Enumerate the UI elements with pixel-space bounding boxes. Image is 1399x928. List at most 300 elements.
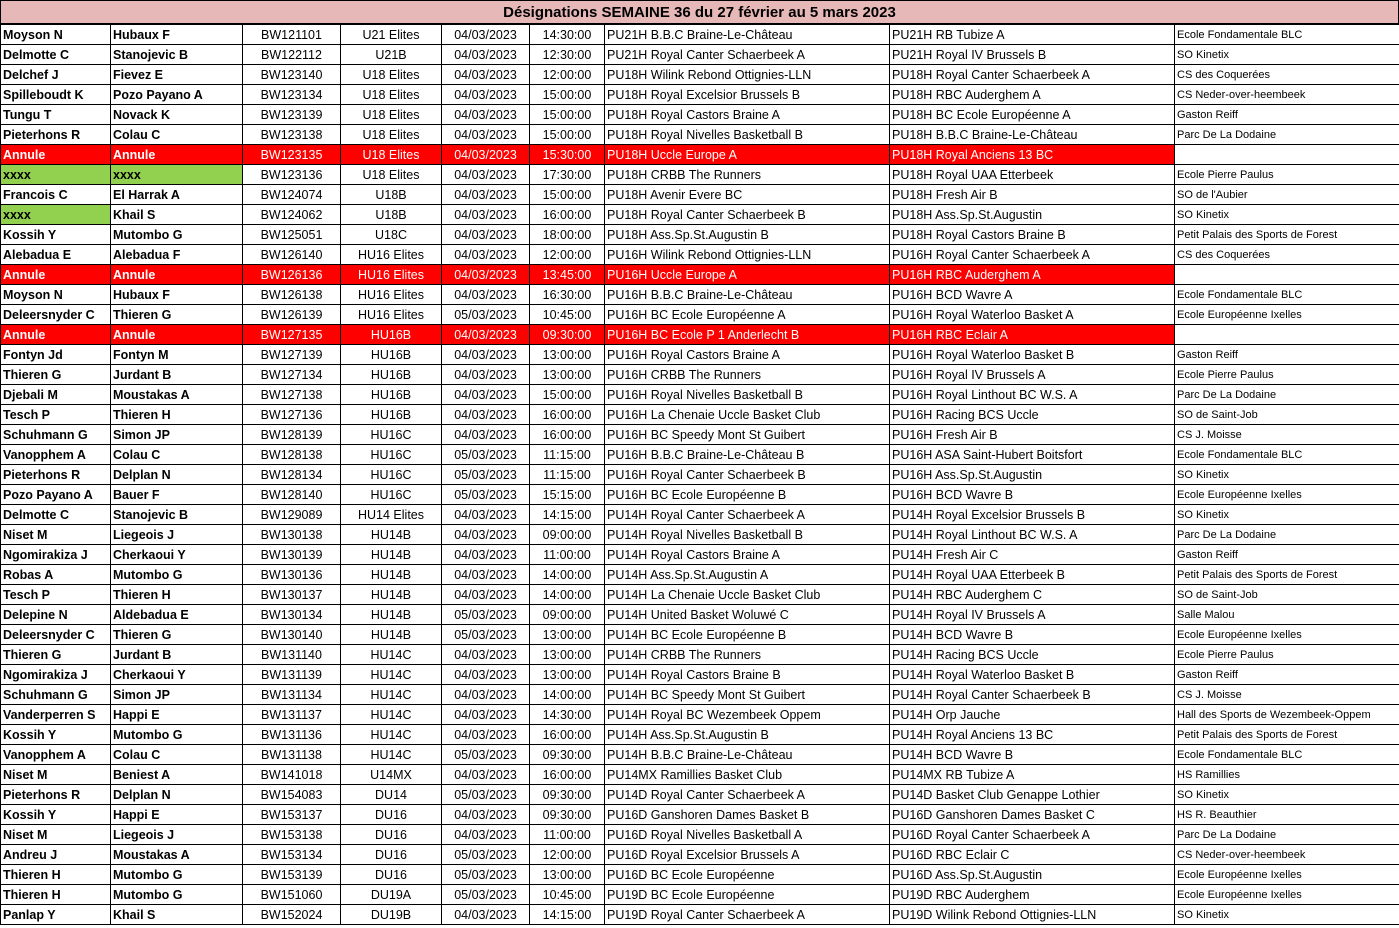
referee-1-cell[interactable]: Moyson N xyxy=(1,25,111,45)
match-code-cell[interactable]: BW130139 xyxy=(243,545,341,565)
match-code-cell[interactable]: BW152024 xyxy=(243,905,341,925)
time-cell[interactable]: 14:15:00 xyxy=(530,505,605,525)
venue-cell[interactable]: Ecole Européenne Ixelles xyxy=(1175,485,1399,505)
time-cell[interactable]: 09:00:00 xyxy=(530,525,605,545)
time-cell[interactable]: 16:30:00 xyxy=(530,285,605,305)
away-team-cell[interactable]: PU16H RBC Eclair A xyxy=(890,325,1175,345)
match-code-cell[interactable]: BW131137 xyxy=(243,705,341,725)
time-cell[interactable]: 14:00:00 xyxy=(530,565,605,585)
home-team-cell[interactable]: PU14H B.B.C Braine-Le-Château xyxy=(605,745,890,765)
home-team-cell[interactable]: PU18H Wilink Rebond Ottignies-LLN xyxy=(605,65,890,85)
away-team-cell[interactable]: PU16H Royal Linthout BC W.S. A xyxy=(890,385,1175,405)
home-team-cell[interactable]: PU18H Ass.Sp.St.Augustin B xyxy=(605,225,890,245)
category-cell[interactable]: DU14 xyxy=(341,785,442,805)
time-cell[interactable]: 13:00:00 xyxy=(530,365,605,385)
away-team-cell[interactable]: PU14H BCD Wavre B xyxy=(890,625,1175,645)
time-cell[interactable]: 15:00:00 xyxy=(530,385,605,405)
away-team-cell[interactable]: PU18H Fresh Air B xyxy=(890,185,1175,205)
date-cell[interactable]: 04/03/2023 xyxy=(442,565,530,585)
category-cell[interactable]: HU14 Elites xyxy=(341,505,442,525)
time-cell[interactable]: 09:00:00 xyxy=(530,605,605,625)
match-code-cell[interactable]: BW153134 xyxy=(243,845,341,865)
time-cell[interactable]: 18:00:00 xyxy=(530,225,605,245)
away-team-cell[interactable]: PU14H Royal Anciens 13 BC xyxy=(890,725,1175,745)
match-code-cell[interactable]: BW123139 xyxy=(243,105,341,125)
referee-2-cell[interactable]: xxxx xyxy=(111,165,243,185)
time-cell[interactable]: 15:15:00 xyxy=(530,485,605,505)
category-cell[interactable]: U18B xyxy=(341,205,442,225)
referee-1-cell[interactable]: Delmotte C xyxy=(1,45,111,65)
date-cell[interactable]: 04/03/2023 xyxy=(442,705,530,725)
referee-2-cell[interactable]: Thieren G xyxy=(111,305,243,325)
venue-cell[interactable]: CS Neder-over-heembeek xyxy=(1175,85,1399,105)
referee-2-cell[interactable]: Khail S xyxy=(111,205,243,225)
away-team-cell[interactable]: PU16H Royal Waterloo Basket B xyxy=(890,345,1175,365)
home-team-cell[interactable]: PU14H Royal Castors Braine A xyxy=(605,545,890,565)
date-cell[interactable]: 04/03/2023 xyxy=(442,905,530,925)
category-cell[interactable]: HU14B xyxy=(341,605,442,625)
referee-1-cell[interactable]: Panlap Y xyxy=(1,905,111,925)
category-cell[interactable]: U18 Elites xyxy=(341,145,442,165)
home-team-cell[interactable]: PU16D Royal Nivelles Basketball A xyxy=(605,825,890,845)
referee-1-cell[interactable]: Niset M xyxy=(1,765,111,785)
referee-1-cell[interactable]: Annule xyxy=(1,265,111,285)
date-cell[interactable]: 05/03/2023 xyxy=(442,845,530,865)
away-team-cell[interactable]: PU16H ASA Saint-Hubert Boitsfort xyxy=(890,445,1175,465)
home-team-cell[interactable]: PU14MX Ramillies Basket Club xyxy=(605,765,890,785)
time-cell[interactable]: 16:00:00 xyxy=(530,205,605,225)
away-team-cell[interactable]: PU16H BCD Wavre B xyxy=(890,485,1175,505)
away-team-cell[interactable]: PU16H BCD Wavre A xyxy=(890,285,1175,305)
referee-1-cell[interactable]: Pieterhons R xyxy=(1,125,111,145)
away-team-cell[interactable]: PU14H Royal Waterloo Basket B xyxy=(890,665,1175,685)
referee-1-cell[interactable]: Thieren H xyxy=(1,885,111,905)
home-team-cell[interactable]: PU14H Royal Nivelles Basketball B xyxy=(605,525,890,545)
category-cell[interactable]: DU16 xyxy=(341,805,442,825)
home-team-cell[interactable]: PU19D BC Ecole Européenne xyxy=(605,885,890,905)
time-cell[interactable]: 15:30:00 xyxy=(530,145,605,165)
venue-cell[interactable]: Parc De La Dodaine xyxy=(1175,125,1399,145)
venue-cell[interactable]: SO Kinetix xyxy=(1175,505,1399,525)
referee-1-cell[interactable]: Francois C xyxy=(1,185,111,205)
match-code-cell[interactable]: BW123138 xyxy=(243,125,341,145)
match-code-cell[interactable]: BW153138 xyxy=(243,825,341,845)
category-cell[interactable]: U18 Elites xyxy=(341,165,442,185)
referee-2-cell[interactable]: Beniest A xyxy=(111,765,243,785)
venue-cell[interactable]: Ecole Européenne Ixelles xyxy=(1175,625,1399,645)
away-team-cell[interactable]: PU14H Royal Linthout BC W.S. A xyxy=(890,525,1175,545)
referee-2-cell[interactable]: Hubaux F xyxy=(111,25,243,45)
match-code-cell[interactable]: BW123136 xyxy=(243,165,341,185)
away-team-cell[interactable]: PU16D Ganshoren Dames Basket C xyxy=(890,805,1175,825)
referee-2-cell[interactable]: Mutombo G xyxy=(111,865,243,885)
home-team-cell[interactable]: PU14H La Chenaie Uccle Basket Club xyxy=(605,585,890,605)
away-team-cell[interactable]: PU19D RBC Auderghem xyxy=(890,885,1175,905)
venue-cell[interactable] xyxy=(1175,325,1399,345)
venue-cell[interactable]: SO Kinetix xyxy=(1175,205,1399,225)
referee-1-cell[interactable]: xxxx xyxy=(1,165,111,185)
referee-2-cell[interactable]: Stanojevic B xyxy=(111,45,243,65)
time-cell[interactable]: 15:00:00 xyxy=(530,85,605,105)
referee-2-cell[interactable]: Mutombo G xyxy=(111,225,243,245)
match-code-cell[interactable]: BW127134 xyxy=(243,365,341,385)
time-cell[interactable]: 16:00:00 xyxy=(530,405,605,425)
match-code-cell[interactable]: BW121101 xyxy=(243,25,341,45)
date-cell[interactable]: 04/03/2023 xyxy=(442,545,530,565)
referee-2-cell[interactable]: Moustakas A xyxy=(111,385,243,405)
venue-cell[interactable]: Gaston Reiff xyxy=(1175,665,1399,685)
referee-1-cell[interactable]: Vanopphem A xyxy=(1,745,111,765)
category-cell[interactable]: HU16B xyxy=(341,385,442,405)
time-cell[interactable]: 14:00:00 xyxy=(530,585,605,605)
referee-2-cell[interactable]: Delplan N xyxy=(111,785,243,805)
home-team-cell[interactable]: PU14H Royal Castors Braine B xyxy=(605,665,890,685)
date-cell[interactable]: 04/03/2023 xyxy=(442,725,530,745)
date-cell[interactable]: 05/03/2023 xyxy=(442,885,530,905)
away-team-cell[interactable]: PU16D RBC Eclair C xyxy=(890,845,1175,865)
date-cell[interactable]: 04/03/2023 xyxy=(442,385,530,405)
referee-1-cell[interactable]: Pieterhons R xyxy=(1,785,111,805)
referee-2-cell[interactable]: Happi E xyxy=(111,705,243,725)
venue-cell[interactable]: Ecole Européenne Ixelles xyxy=(1175,885,1399,905)
venue-cell[interactable]: SO Kinetix xyxy=(1175,785,1399,805)
time-cell[interactable]: 12:00:00 xyxy=(530,245,605,265)
venue-cell[interactable]: Ecole Pierre Paulus xyxy=(1175,645,1399,665)
referee-2-cell[interactable]: Simon JP xyxy=(111,425,243,445)
date-cell[interactable]: 04/03/2023 xyxy=(442,65,530,85)
date-cell[interactable]: 04/03/2023 xyxy=(442,825,530,845)
time-cell[interactable]: 12:00:00 xyxy=(530,65,605,85)
away-team-cell[interactable]: PU16H RBC Auderghem A xyxy=(890,265,1175,285)
time-cell[interactable]: 09:30:00 xyxy=(530,745,605,765)
referee-1-cell[interactable]: Ngomirakiza J xyxy=(1,545,111,565)
referee-2-cell[interactable]: Pozo Payano A xyxy=(111,85,243,105)
home-team-cell[interactable]: PU18H Royal Excelsior Brussels B xyxy=(605,85,890,105)
home-team-cell[interactable]: PU18H Uccle Europe A xyxy=(605,145,890,165)
referee-2-cell[interactable]: Thieren H xyxy=(111,405,243,425)
match-code-cell[interactable]: BW123140 xyxy=(243,65,341,85)
home-team-cell[interactable]: PU16H Royal Nivelles Basketball B xyxy=(605,385,890,405)
time-cell[interactable]: 16:00:00 xyxy=(530,765,605,785)
date-cell[interactable]: 04/03/2023 xyxy=(442,45,530,65)
referee-1-cell[interactable]: Kossih Y xyxy=(1,225,111,245)
referee-2-cell[interactable]: Alebadua F xyxy=(111,245,243,265)
venue-cell[interactable]: Salle Malou xyxy=(1175,605,1399,625)
referee-2-cell[interactable]: Fievez E xyxy=(111,65,243,85)
date-cell[interactable]: 05/03/2023 xyxy=(442,485,530,505)
time-cell[interactable]: 11:15:00 xyxy=(530,445,605,465)
venue-cell[interactable]: SO Kinetix xyxy=(1175,905,1399,925)
time-cell[interactable]: 09:30:00 xyxy=(530,325,605,345)
category-cell[interactable]: U18C xyxy=(341,225,442,245)
referee-1-cell[interactable]: Djebali M xyxy=(1,385,111,405)
home-team-cell[interactable]: PU16H BC Speedy Mont St Guibert xyxy=(605,425,890,445)
time-cell[interactable]: 14:30:00 xyxy=(530,25,605,45)
match-code-cell[interactable]: BW127139 xyxy=(243,345,341,365)
date-cell[interactable]: 04/03/2023 xyxy=(442,185,530,205)
away-team-cell[interactable]: PU18H Royal Canter Schaerbeek A xyxy=(890,65,1175,85)
away-team-cell[interactable]: PU14H Royal UAA Etterbeek B xyxy=(890,565,1175,585)
date-cell[interactable]: 04/03/2023 xyxy=(442,125,530,145)
referee-1-cell[interactable]: Deleersnyder C xyxy=(1,625,111,645)
venue-cell[interactable]: Ecole Européenne Ixelles xyxy=(1175,865,1399,885)
referee-2-cell[interactable]: Mutombo G xyxy=(111,725,243,745)
category-cell[interactable]: U21 Elites xyxy=(341,25,442,45)
away-team-cell[interactable]: PU18H B.B.C Braine-Le-Château xyxy=(890,125,1175,145)
match-code-cell[interactable]: BW122112 xyxy=(243,45,341,65)
category-cell[interactable]: HU14B xyxy=(341,565,442,585)
away-team-cell[interactable]: PU14MX RB Tubize A xyxy=(890,765,1175,785)
away-team-cell[interactable]: PU16D Ass.Sp.St.Augustin xyxy=(890,865,1175,885)
home-team-cell[interactable]: PU18H Royal Nivelles Basketball B xyxy=(605,125,890,145)
home-team-cell[interactable]: PU16H La Chenaie Uccle Basket Club xyxy=(605,405,890,425)
home-team-cell[interactable]: PU14H Ass.Sp.St.Augustin A xyxy=(605,565,890,585)
referee-1-cell[interactable]: Schuhmann G xyxy=(1,685,111,705)
date-cell[interactable]: 04/03/2023 xyxy=(442,105,530,125)
category-cell[interactable]: HU16 Elites xyxy=(341,305,442,325)
match-code-cell[interactable]: BW123134 xyxy=(243,85,341,105)
time-cell[interactable]: 10:45:00 xyxy=(530,885,605,905)
match-code-cell[interactable]: BW131139 xyxy=(243,665,341,685)
match-code-cell[interactable]: BW130137 xyxy=(243,585,341,605)
referee-1-cell[interactable]: Fontyn Jd xyxy=(1,345,111,365)
venue-cell[interactable]: Ecole Fondamentale BLC xyxy=(1175,25,1399,45)
venue-cell[interactable]: Ecole Pierre Paulus xyxy=(1175,365,1399,385)
category-cell[interactable]: HU14C xyxy=(341,705,442,725)
referee-1-cell[interactable]: Tesch P xyxy=(1,585,111,605)
category-cell[interactable]: U18 Elites xyxy=(341,105,442,125)
referee-1-cell[interactable]: Moyson N xyxy=(1,285,111,305)
away-team-cell[interactable]: PU16H Ass.Sp.St.Augustin xyxy=(890,465,1175,485)
venue-cell[interactable]: Gaston Reiff xyxy=(1175,545,1399,565)
match-code-cell[interactable]: BW130140 xyxy=(243,625,341,645)
date-cell[interactable]: 05/03/2023 xyxy=(442,605,530,625)
home-team-cell[interactable]: PU16D Ganshoren Dames Basket B xyxy=(605,805,890,825)
home-team-cell[interactable]: PU16D Royal Excelsior Brussels A xyxy=(605,845,890,865)
time-cell[interactable]: 13:00:00 xyxy=(530,645,605,665)
date-cell[interactable]: 04/03/2023 xyxy=(442,85,530,105)
home-team-cell[interactable]: PU16H B.B.C Braine-Le-Château B xyxy=(605,445,890,465)
away-team-cell[interactable]: PU21H RB Tubize A xyxy=(890,25,1175,45)
category-cell[interactable]: U18B xyxy=(341,185,442,205)
away-team-cell[interactable]: PU16H Royal IV Brussels A xyxy=(890,365,1175,385)
match-code-cell[interactable]: BW128138 xyxy=(243,445,341,465)
referee-1-cell[interactable]: Thieren H xyxy=(1,865,111,885)
referee-2-cell[interactable]: Aldebadua E xyxy=(111,605,243,625)
time-cell[interactable]: 13:00:00 xyxy=(530,865,605,885)
venue-cell[interactable]: CS J. Moisse xyxy=(1175,425,1399,445)
date-cell[interactable]: 05/03/2023 xyxy=(442,745,530,765)
category-cell[interactable]: HU14B xyxy=(341,625,442,645)
home-team-cell[interactable]: PU14H United Basket Woluwé C xyxy=(605,605,890,625)
time-cell[interactable]: 12:30:00 xyxy=(530,45,605,65)
category-cell[interactable]: HU14C xyxy=(341,685,442,705)
home-team-cell[interactable]: PU16H Uccle Europe A xyxy=(605,265,890,285)
venue-cell[interactable]: CS J. Moisse xyxy=(1175,685,1399,705)
venue-cell[interactable]: HS Ramillies xyxy=(1175,765,1399,785)
time-cell[interactable]: 14:15:00 xyxy=(530,905,605,925)
venue-cell[interactable]: Parc De La Dodaine xyxy=(1175,825,1399,845)
referee-1-cell[interactable]: Vanderperren S xyxy=(1,705,111,725)
date-cell[interactable]: 04/03/2023 xyxy=(442,365,530,385)
time-cell[interactable]: 14:00:00 xyxy=(530,685,605,705)
away-team-cell[interactable]: PU14H RBC Auderghem C xyxy=(890,585,1175,605)
category-cell[interactable]: U14MX xyxy=(341,765,442,785)
category-cell[interactable]: HU14C xyxy=(341,645,442,665)
home-team-cell[interactable]: PU19D Royal Canter Schaerbeek A xyxy=(605,905,890,925)
referee-2-cell[interactable]: Mutombo G xyxy=(111,565,243,585)
referee-1-cell[interactable]: Pozo Payano A xyxy=(1,485,111,505)
category-cell[interactable]: U21B xyxy=(341,45,442,65)
category-cell[interactable]: DU16 xyxy=(341,865,442,885)
date-cell[interactable]: 04/03/2023 xyxy=(442,145,530,165)
away-team-cell[interactable]: PU18H Royal Anciens 13 BC xyxy=(890,145,1175,165)
match-code-cell[interactable]: BW126136 xyxy=(243,265,341,285)
home-team-cell[interactable]: PU16H B.B.C Braine-Le-Château xyxy=(605,285,890,305)
match-code-cell[interactable]: BW124074 xyxy=(243,185,341,205)
home-team-cell[interactable]: PU18H Royal Castors Braine A xyxy=(605,105,890,125)
referee-2-cell[interactable]: Colau C xyxy=(111,445,243,465)
home-team-cell[interactable]: PU18H CRBB The Runners xyxy=(605,165,890,185)
referee-1-cell[interactable]: Delchef J xyxy=(1,65,111,85)
referee-1-cell[interactable]: Andreu J xyxy=(1,845,111,865)
time-cell[interactable]: 11:15:00 xyxy=(530,465,605,485)
referee-2-cell[interactable]: Mutombo G xyxy=(111,885,243,905)
category-cell[interactable]: DU16 xyxy=(341,825,442,845)
referee-1-cell[interactable]: Vanopphem A xyxy=(1,445,111,465)
match-code-cell[interactable]: BW153139 xyxy=(243,865,341,885)
match-code-cell[interactable]: BW123135 xyxy=(243,145,341,165)
home-team-cell[interactable]: PU18H Avenir Evere BC xyxy=(605,185,890,205)
referee-1-cell[interactable]: Spilleboudt K xyxy=(1,85,111,105)
home-team-cell[interactable]: PU18H Royal Canter Schaerbeek B xyxy=(605,205,890,225)
referee-2-cell[interactable]: Happi E xyxy=(111,805,243,825)
time-cell[interactable]: 10:45:00 xyxy=(530,305,605,325)
category-cell[interactable]: HU16C xyxy=(341,485,442,505)
venue-cell[interactable]: Gaston Reiff xyxy=(1175,345,1399,365)
home-team-cell[interactable]: PU16D BC Ecole Européenne xyxy=(605,865,890,885)
time-cell[interactable]: 15:00:00 xyxy=(530,185,605,205)
venue-cell[interactable]: Petit Palais des Sports de Forest xyxy=(1175,225,1399,245)
referee-2-cell[interactable]: Bauer F xyxy=(111,485,243,505)
venue-cell[interactable]: CS des Coquerées xyxy=(1175,65,1399,85)
home-team-cell[interactable]: PU16H Wilink Rebond Ottignies-LLN xyxy=(605,245,890,265)
referee-2-cell[interactable]: Delplan N xyxy=(111,465,243,485)
venue-cell[interactable]: Ecole Pierre Paulus xyxy=(1175,165,1399,185)
referee-2-cell[interactable]: Colau C xyxy=(111,125,243,145)
referee-2-cell[interactable]: Jurdant B xyxy=(111,645,243,665)
away-team-cell[interactable]: PU14H Royal Excelsior Brussels B xyxy=(890,505,1175,525)
date-cell[interactable]: 04/03/2023 xyxy=(442,645,530,665)
match-code-cell[interactable]: BW126139 xyxy=(243,305,341,325)
venue-cell[interactable]: Ecole Fondamentale BLC xyxy=(1175,445,1399,465)
referee-1-cell[interactable]: Delmotte C xyxy=(1,505,111,525)
home-team-cell[interactable]: PU14H Ass.Sp.St.Augustin B xyxy=(605,725,890,745)
category-cell[interactable]: HU16B xyxy=(341,405,442,425)
home-team-cell[interactable]: PU14H CRBB The Runners xyxy=(605,645,890,665)
referee-1-cell[interactable]: Niset M xyxy=(1,825,111,845)
venue-cell[interactable] xyxy=(1175,145,1399,165)
date-cell[interactable]: 05/03/2023 xyxy=(442,445,530,465)
away-team-cell[interactable]: PU14H Royal IV Brussels A xyxy=(890,605,1175,625)
time-cell[interactable]: 16:00:00 xyxy=(530,425,605,445)
referee-1-cell[interactable]: Delepine N xyxy=(1,605,111,625)
referee-2-cell[interactable]: Moustakas A xyxy=(111,845,243,865)
away-team-cell[interactable]: PU16H Royal Canter Schaerbeek A xyxy=(890,245,1175,265)
match-code-cell[interactable]: BW130136 xyxy=(243,565,341,585)
away-team-cell[interactable]: PU16H Fresh Air B xyxy=(890,425,1175,445)
referee-1-cell[interactable]: Niset M xyxy=(1,525,111,545)
category-cell[interactable]: HU16C xyxy=(341,425,442,445)
away-team-cell[interactable]: PU16H Royal Waterloo Basket A xyxy=(890,305,1175,325)
venue-cell[interactable]: Ecole Européenne Ixelles xyxy=(1175,305,1399,325)
away-team-cell[interactable]: PU14H Fresh Air C xyxy=(890,545,1175,565)
referee-2-cell[interactable]: Cherkaoui Y xyxy=(111,665,243,685)
away-team-cell[interactable]: PU18H Royal UAA Etterbeek xyxy=(890,165,1175,185)
referee-1-cell[interactable]: Schuhmann G xyxy=(1,425,111,445)
away-team-cell[interactable]: PU16D Royal Canter Schaerbeek A xyxy=(890,825,1175,845)
referee-2-cell[interactable]: Simon JP xyxy=(111,685,243,705)
venue-cell[interactable]: Hall des Sports de Wezembeek-Oppem xyxy=(1175,705,1399,725)
category-cell[interactable]: HU14C xyxy=(341,745,442,765)
category-cell[interactable]: HU14B xyxy=(341,585,442,605)
venue-cell[interactable]: Ecole Fondamentale BLC xyxy=(1175,285,1399,305)
venue-cell[interactable]: HS R. Beauthier xyxy=(1175,805,1399,825)
referee-1-cell[interactable]: Alebadua E xyxy=(1,245,111,265)
match-code-cell[interactable]: BW131136 xyxy=(243,725,341,745)
referee-2-cell[interactable]: Annule xyxy=(111,325,243,345)
match-code-cell[interactable]: BW127135 xyxy=(243,325,341,345)
category-cell[interactable]: HU16B xyxy=(341,365,442,385)
referee-2-cell[interactable]: Annule xyxy=(111,265,243,285)
date-cell[interactable]: 04/03/2023 xyxy=(442,25,530,45)
date-cell[interactable]: 04/03/2023 xyxy=(442,685,530,705)
date-cell[interactable]: 04/03/2023 xyxy=(442,205,530,225)
match-code-cell[interactable]: BW131138 xyxy=(243,745,341,765)
venue-cell[interactable] xyxy=(1175,265,1399,285)
category-cell[interactable]: HU16C xyxy=(341,445,442,465)
referee-1-cell[interactable]: Thieren G xyxy=(1,645,111,665)
away-team-cell[interactable]: PU14H BCD Wavre B xyxy=(890,745,1175,765)
referee-2-cell[interactable]: Liegeois J xyxy=(111,825,243,845)
away-team-cell[interactable]: PU21H Royal IV Brussels B xyxy=(890,45,1175,65)
match-code-cell[interactable]: BW130138 xyxy=(243,525,341,545)
referee-2-cell[interactable]: El Harrak A xyxy=(111,185,243,205)
date-cell[interactable]: 05/03/2023 xyxy=(442,465,530,485)
time-cell[interactable]: 11:00:00 xyxy=(530,545,605,565)
venue-cell[interactable]: SO Kinetix xyxy=(1175,465,1399,485)
home-team-cell[interactable]: PU21H B.B.C Braine-Le-Château xyxy=(605,25,890,45)
match-code-cell[interactable]: BW125051 xyxy=(243,225,341,245)
away-team-cell[interactable]: PU18H Ass.Sp.St.Augustin xyxy=(890,205,1175,225)
date-cell[interactable]: 04/03/2023 xyxy=(442,665,530,685)
away-team-cell[interactable]: PU14H Racing BCS Uccle xyxy=(890,645,1175,665)
referee-2-cell[interactable]: Colau C xyxy=(111,745,243,765)
time-cell[interactable]: 15:00:00 xyxy=(530,105,605,125)
date-cell[interactable]: 04/03/2023 xyxy=(442,325,530,345)
match-code-cell[interactable]: BW127136 xyxy=(243,405,341,425)
match-code-cell[interactable]: BW128140 xyxy=(243,485,341,505)
venue-cell[interactable]: SO de Saint-Job xyxy=(1175,585,1399,605)
category-cell[interactable]: U18 Elites xyxy=(341,125,442,145)
time-cell[interactable]: 09:30:00 xyxy=(530,785,605,805)
referee-1-cell[interactable]: Ngomirakiza J xyxy=(1,665,111,685)
date-cell[interactable]: 04/03/2023 xyxy=(442,345,530,365)
match-code-cell[interactable]: BW126140 xyxy=(243,245,341,265)
referee-2-cell[interactable]: Annule xyxy=(111,145,243,165)
away-team-cell[interactable]: PU18H Royal Castors Braine B xyxy=(890,225,1175,245)
away-team-cell[interactable]: PU19D Wilink Rebond Ottignies-LLN xyxy=(890,905,1175,925)
